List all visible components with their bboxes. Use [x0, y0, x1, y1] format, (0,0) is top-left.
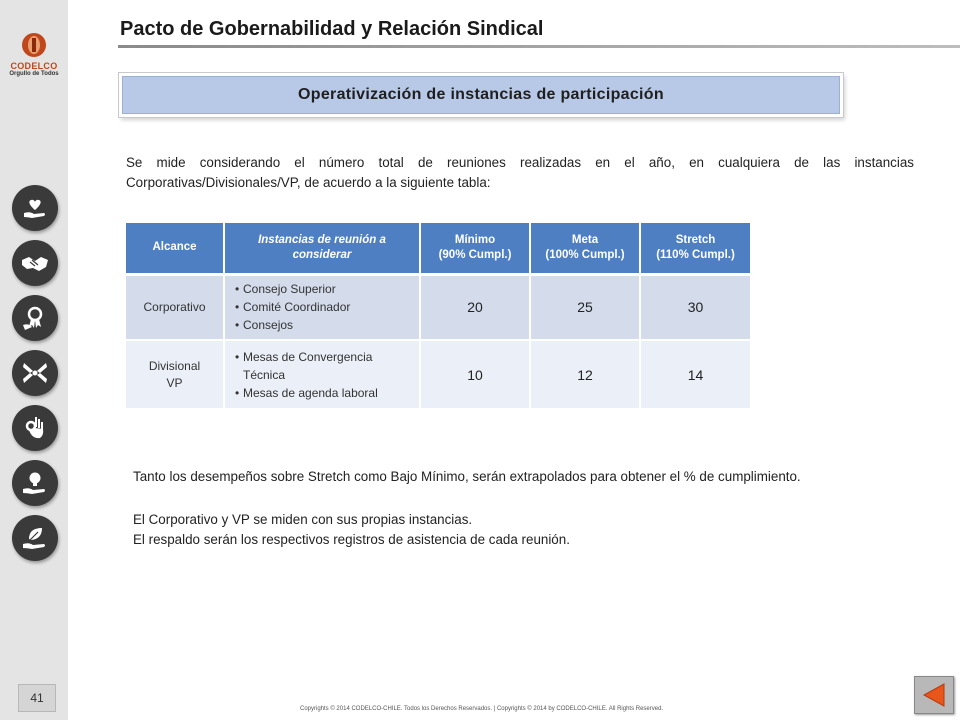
header-stretch	[640, 223, 750, 274]
cell-alcance: Divisional VP	[126, 340, 224, 409]
header-stretch-label: Stretch	[675, 233, 716, 246]
cell-meta: 25	[530, 274, 640, 340]
footer-copyright: Copyrights © 2014 CODELCO-CHILE. Todos los Derechos Reservados. | Copyrights © 2014 by CODELCO-CHILE. All Rights Reserved.	[300, 706, 664, 712]
header-instancias: Instancias de reunión a considerar	[224, 223, 420, 274]
leaf-hand-icon[interactable]	[12, 515, 58, 561]
header-minimo-label: Mínimo	[454, 233, 496, 246]
award-ribbon-icon[interactable]	[12, 295, 58, 341]
sidebar	[0, 0, 68, 720]
cell-instancias	[224, 340, 420, 409]
section-banner: Operativización de instancias de participación	[122, 76, 840, 114]
header-stretch-sub: (110% Cumpl.)	[656, 248, 735, 261]
list-item: • Consejo Superior	[235, 280, 413, 298]
list-item: • Comité Coordinador	[235, 298, 413, 316]
cell-stretch: 14	[640, 340, 750, 409]
header-meta-label: Meta	[571, 233, 599, 246]
cell-alcance: Corporativo	[126, 274, 224, 340]
ok-hand-icon[interactable]	[12, 405, 58, 451]
targets-table	[126, 223, 750, 410]
codelco-logo	[4, 30, 64, 90]
note-support: El respaldo serán los respectivos registros de asistencia de cada reunión.	[133, 532, 570, 547]
header-meta	[530, 223, 640, 274]
page-title: Pacto de Gobernabilidad y Relación Sindical	[120, 18, 544, 40]
logo-brand: CODELCO	[10, 61, 58, 71]
table-row	[126, 340, 750, 409]
cell-stretch: 30	[640, 274, 750, 340]
table-header-row	[126, 223, 750, 274]
note-measure: El Corporativo y VP se miden con sus propias instancias.	[133, 512, 473, 527]
list-item: • Mesas de Convergencia Técnica	[235, 348, 413, 384]
table-row	[126, 274, 750, 340]
instancias-list	[235, 348, 413, 402]
note-extrapolation: Tanto los desempeños sobre Stretch como Bajo Mínimo, serán extrapolados para obtener el % de cumplimiento.	[133, 469, 801, 484]
instancias-list	[235, 280, 413, 334]
cell-minimo: 10	[420, 340, 530, 409]
arrow-left-icon	[920, 681, 948, 709]
hands-cross-icon[interactable]	[12, 350, 58, 396]
page-number: 41	[18, 684, 56, 712]
title-divider	[118, 45, 960, 48]
cell-minimo: 20	[420, 274, 530, 340]
logo-tagline: Orgullo de Todos	[9, 71, 59, 77]
previous-slide-button[interactable]	[914, 676, 954, 714]
header-minimo-sub: (90% Cumpl.)	[438, 248, 512, 261]
header-minimo	[420, 223, 530, 274]
handshake-icon[interactable]	[12, 240, 58, 286]
heart-hand-icon[interactable]	[12, 185, 58, 231]
list-item: • Consejos	[235, 316, 413, 334]
header-alcance: Alcance	[126, 223, 224, 274]
list-item: • Mesas de agenda laboral	[235, 384, 413, 402]
cell-meta: 12	[530, 340, 640, 409]
intro-paragraph: Se mide considerando el número total de reuniones realizadas en el año, en cualquiera de las instancias Corporativas/Divisionales/VP, de acuerdo a la siguiente tabla:	[126, 155, 914, 190]
cell-instancias	[224, 274, 420, 340]
lightbulb-hand-icon[interactable]	[12, 460, 58, 506]
header-meta-sub: (100% Cumpl.)	[545, 248, 625, 261]
codelco-emblem-icon	[19, 30, 49, 60]
